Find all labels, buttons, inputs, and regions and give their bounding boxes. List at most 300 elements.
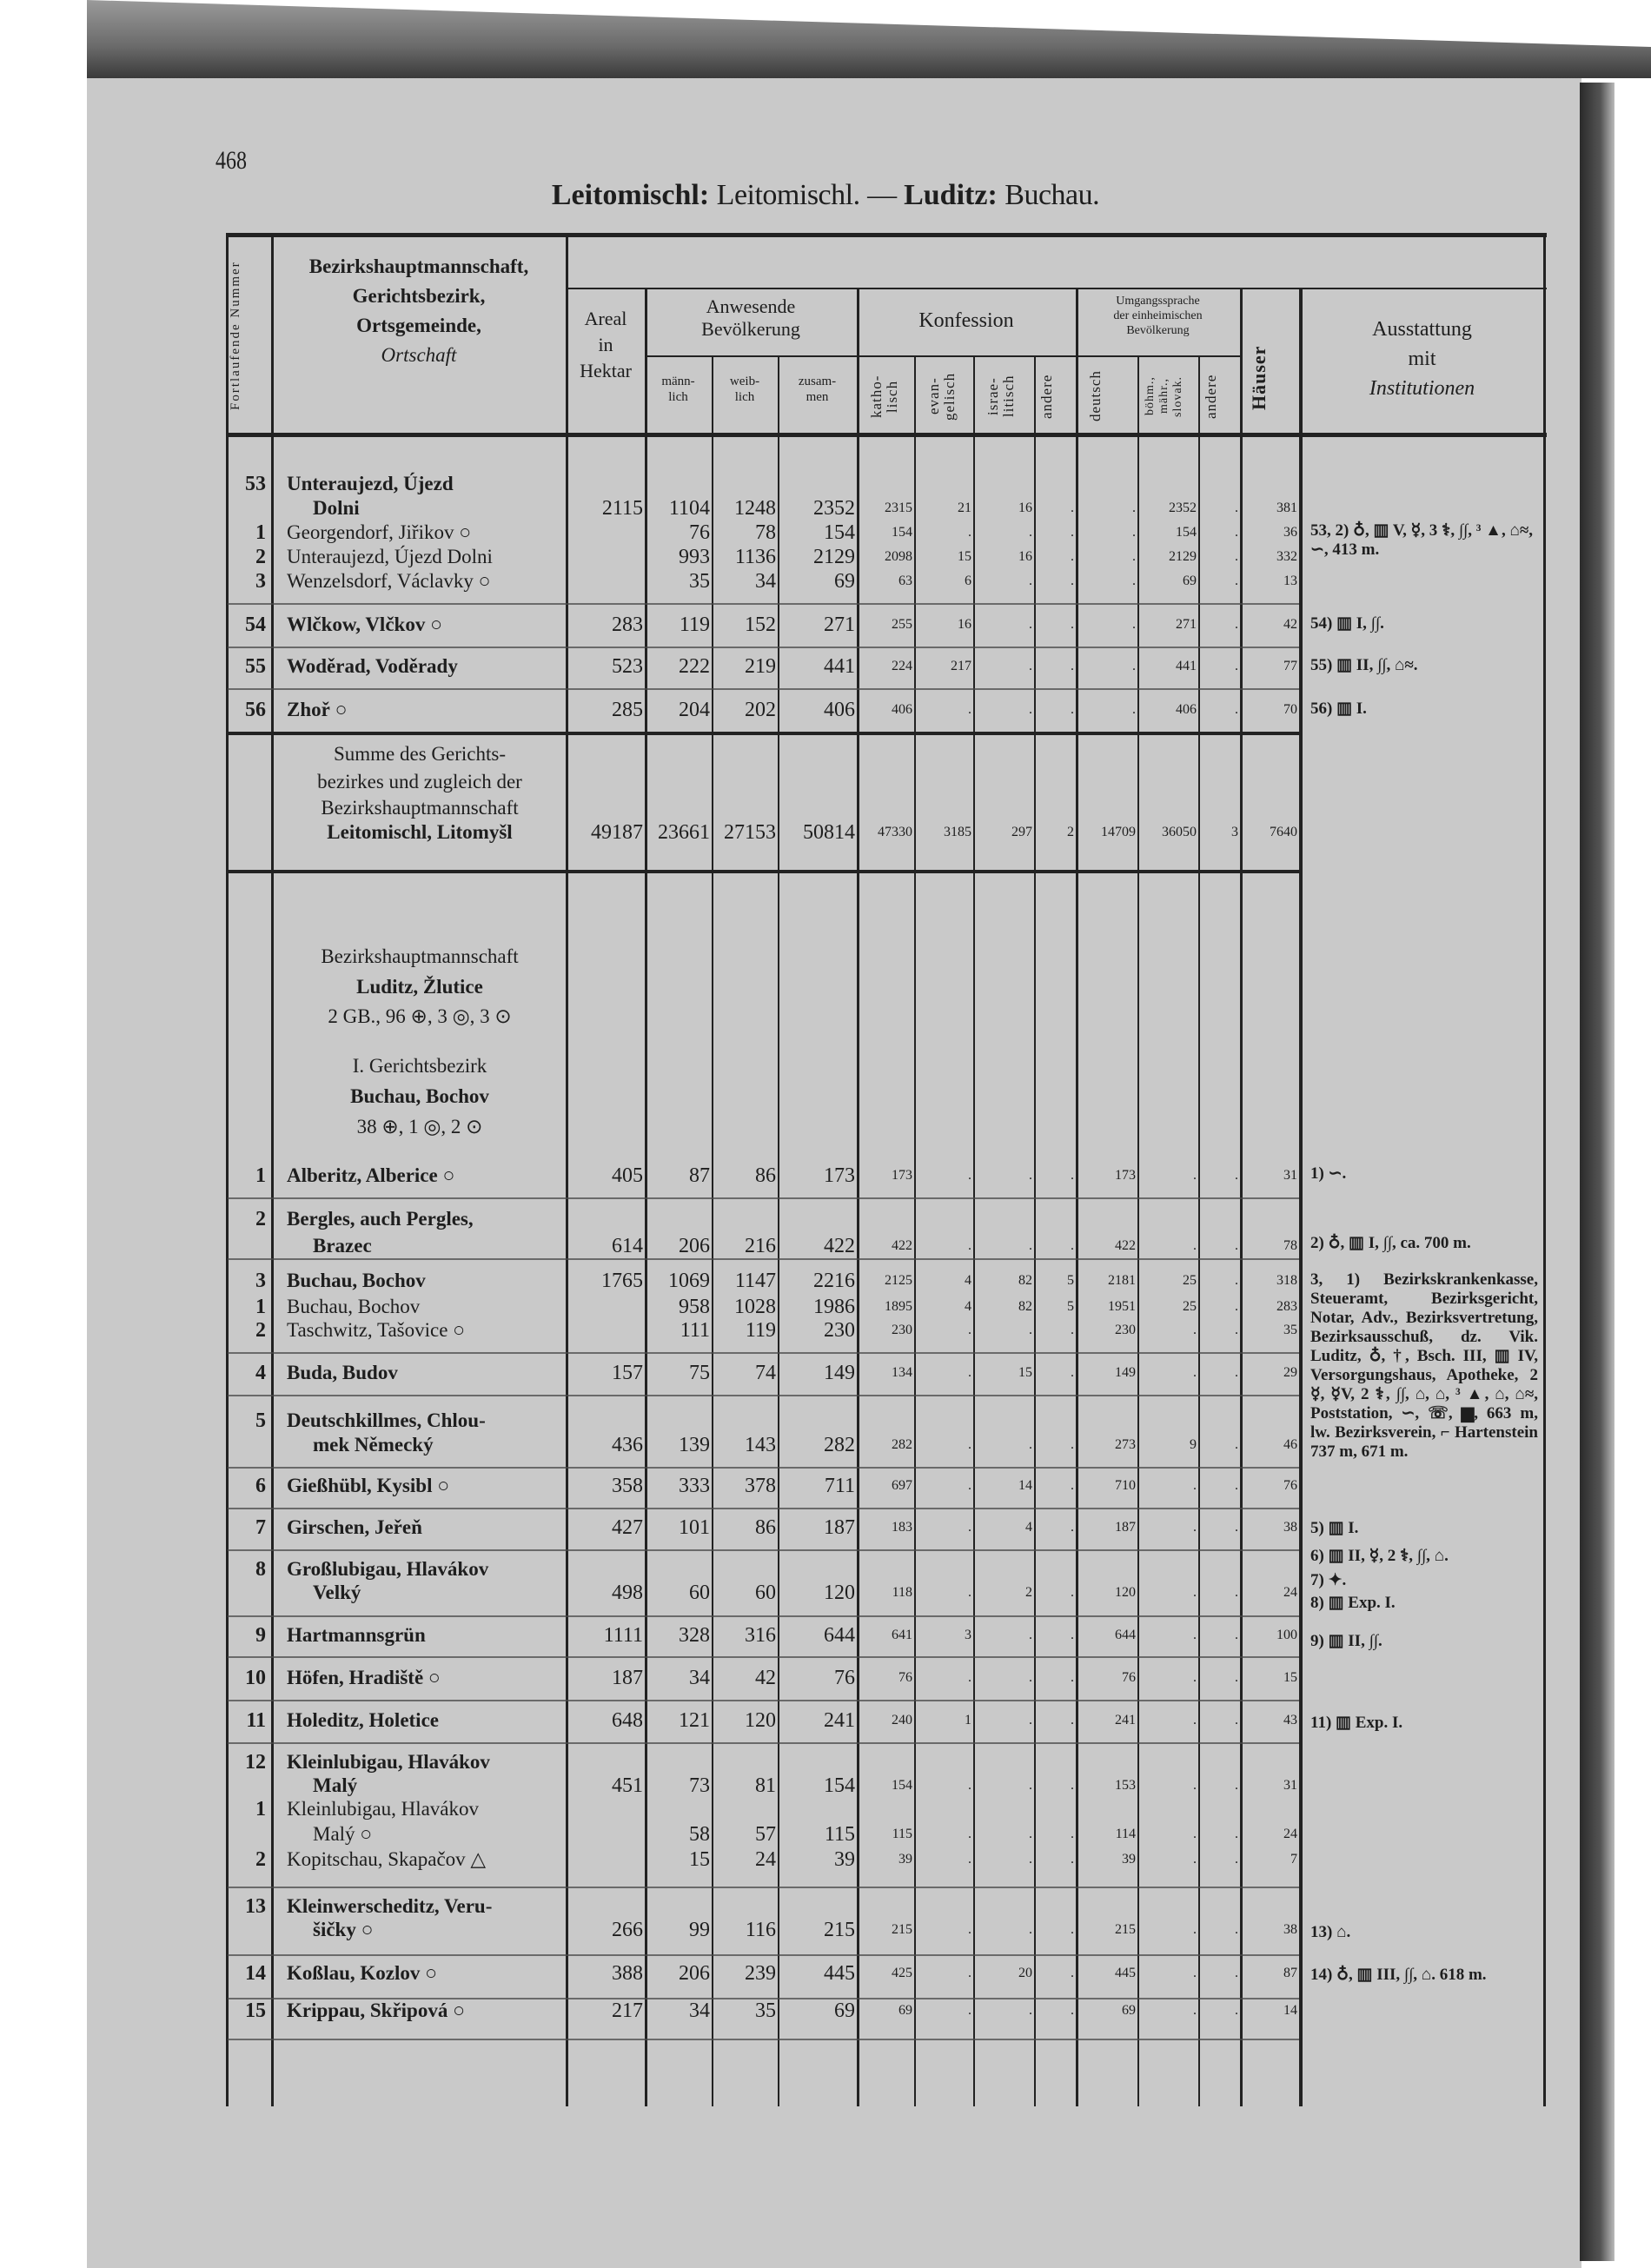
female-cell: 316: [745, 1624, 776, 1647]
houses-cell: 38: [1283, 1922, 1297, 1937]
german-cell: .: [1132, 549, 1136, 564]
place-name: Unteraujezd, Újezd: [287, 473, 454, 494]
table-row: [0, 1433, 1303, 1457]
israelite-cell: .: [1029, 702, 1032, 717]
israelite-cell: 15: [1018, 1365, 1032, 1380]
confession-other-cell: .: [1071, 549, 1074, 564]
table-row: [0, 1999, 1303, 2023]
houses-cell: 35: [1283, 1323, 1297, 1337]
language-other-cell: .: [1235, 1922, 1238, 1937]
area-cell: 427: [612, 1516, 643, 1539]
houses-cell: 31: [1283, 1168, 1297, 1183]
title-district-2: Luditz:: [904, 179, 998, 211]
amenities-note: 56) ▥ I.: [1310, 700, 1367, 718]
area-cell: 436: [612, 1434, 643, 1456]
table-row: [0, 1708, 1303, 1733]
header-male-line: männ-: [661, 375, 695, 388]
czech-cell: 36050: [1162, 825, 1197, 839]
place-name: 2 GB., 96 ⊕, 3 ◎, 3 ⊙: [328, 1005, 512, 1027]
czech-cell: .: [1193, 1238, 1197, 1253]
place-name: Koßlau, Kozlov ○: [287, 1962, 437, 1984]
place-name: Buchau, Bochov: [287, 1296, 421, 1317]
place-name: Holeditz, Holetice: [287, 1709, 439, 1731]
israelite-cell: .: [1029, 574, 1032, 588]
area-cell: 283: [612, 613, 643, 636]
title-court-1: Leitomischl.: [716, 179, 860, 211]
confession-other-cell: .: [1071, 574, 1074, 588]
header-female: [712, 374, 778, 405]
male-cell: 1069: [668, 1270, 710, 1292]
language-other-cell: .: [1235, 1585, 1238, 1600]
israelite-cell: .: [1029, 2003, 1032, 2018]
houses-cell: 13: [1283, 574, 1297, 588]
male-cell: 23661: [658, 821, 710, 844]
israelite-cell: 20: [1018, 1966, 1032, 1980]
evangelical-cell: .: [968, 1478, 971, 1493]
amenities-note: 1) ∽.: [1310, 1164, 1347, 1183]
houses-cell: 42: [1283, 617, 1297, 632]
total-cell: 187: [824, 1516, 855, 1539]
table-row: [0, 1623, 1303, 1648]
male-cell: 328: [679, 1624, 710, 1647]
catholic-cell: 154: [892, 1778, 912, 1793]
german-cell: 14709: [1101, 825, 1136, 839]
catholic-cell: 224: [892, 659, 912, 673]
header-subgroup-rule: [645, 355, 1241, 357]
place-name: Zhoř ○: [287, 699, 348, 720]
male-cell: 34: [689, 1667, 710, 1689]
confession-other-cell: 5: [1067, 1273, 1074, 1288]
place-name: šičky ○: [313, 1919, 374, 1940]
female-cell: 119: [745, 1319, 776, 1342]
table-row: [0, 1207, 1303, 1231]
row-separator: [228, 688, 1299, 690]
place-name: Unteraujezd, Újezd Dolni: [287, 546, 493, 567]
language-other-cell: .: [1235, 501, 1238, 515]
male-cell: 222: [679, 655, 710, 678]
houses-cell: 29: [1283, 1365, 1297, 1380]
header-name-line: Gerichtsbezirk,: [352, 285, 486, 307]
czech-cell: .: [1193, 1478, 1197, 1493]
row-number: 1: [255, 1798, 266, 1820]
header-total-line: zusam-: [798, 375, 837, 388]
total-cell: 154: [824, 1774, 855, 1797]
row-number: 2: [255, 1319, 266, 1342]
german-cell: .: [1132, 702, 1136, 717]
german-cell: 1951: [1108, 1299, 1136, 1314]
row-separator: [228, 2039, 1299, 2040]
evangelical-cell: 4: [965, 1299, 971, 1314]
evangelical-cell: .: [968, 1966, 971, 1980]
total-cell: 1986: [813, 1296, 855, 1318]
row-separator: [228, 1395, 1299, 1396]
female-cell: 1147: [734, 1270, 776, 1292]
israelite-cell: 82: [1018, 1299, 1032, 1314]
header-israelite: israe-litisch: [985, 375, 1017, 418]
evangelical-cell: .: [968, 1778, 971, 1793]
confession-other-cell: .: [1071, 1628, 1074, 1642]
catholic-cell: 115: [892, 1827, 912, 1841]
table-row: [0, 1005, 1303, 1029]
german-cell: 39: [1122, 1852, 1136, 1867]
czech-cell: 25: [1183, 1299, 1197, 1314]
place-name: Bezirkshauptmannschaft: [321, 797, 519, 819]
table-row: [0, 820, 1303, 845]
row-number: 53: [245, 473, 266, 495]
table-row: [0, 1961, 1303, 1986]
total-cell: 115: [824, 1823, 855, 1846]
table-row: [0, 975, 1303, 999]
table-row: [0, 770, 1303, 794]
female-cell: 24: [755, 1848, 776, 1871]
row-number: 1: [255, 521, 266, 544]
confession-other-cell: .: [1071, 501, 1074, 515]
male-cell: 76: [689, 521, 710, 544]
german-cell: .: [1132, 501, 1136, 515]
place-name: Höfen, Hradiště ○: [287, 1667, 441, 1688]
area-cell: 388: [612, 1962, 643, 1985]
german-cell: 710: [1115, 1478, 1136, 1493]
area-cell: 285: [612, 699, 643, 721]
total-cell: 76: [834, 1667, 855, 1689]
czech-cell: .: [1193, 2003, 1197, 2018]
amenities-note: 11) ▥ Exp. I.: [1310, 1714, 1403, 1732]
german-cell: .: [1132, 525, 1136, 540]
total-cell: 2352: [813, 497, 855, 520]
row-number: 9: [255, 1624, 266, 1647]
row-separator: [228, 1258, 1299, 1260]
total-cell: 2129: [813, 546, 855, 568]
german-cell: 149: [1115, 1365, 1136, 1380]
male-cell: 119: [679, 613, 710, 636]
evangelical-cell: 4: [965, 1273, 971, 1288]
evangelical-cell: .: [968, 1168, 971, 1183]
confession-other-cell: .: [1071, 1827, 1074, 1841]
row-number: 2: [255, 546, 266, 568]
female-cell: 1248: [734, 497, 776, 520]
header-bottom-rule: [226, 433, 1547, 437]
houses-cell: 332: [1276, 549, 1297, 564]
language-other-cell: .: [1235, 1713, 1238, 1728]
confession-other-cell: .: [1071, 1852, 1074, 1867]
header-german: deutsch: [1087, 370, 1104, 422]
header-language-line: der einheimischen: [1113, 309, 1203, 322]
page-title: [0, 179, 1651, 212]
total-cell: 69: [834, 570, 855, 593]
evangelical-cell: .: [968, 1520, 971, 1535]
row-number: 12: [245, 1751, 266, 1774]
catholic-cell: 425: [892, 1966, 912, 1980]
catholic-cell: 183: [892, 1520, 912, 1535]
language-other-cell: .: [1235, 1852, 1238, 1867]
place-name: Kopitschau, Skapačov △: [287, 1848, 487, 1870]
header-female-line: lich: [734, 390, 755, 404]
female-cell: 120: [745, 1709, 776, 1732]
israelite-cell: .: [1029, 1670, 1032, 1685]
israelite-cell: .: [1029, 1778, 1032, 1793]
houses-cell: 46: [1283, 1437, 1297, 1452]
area-cell: 358: [612, 1475, 643, 1497]
german-cell: 69: [1122, 2003, 1136, 2018]
total-cell: 154: [824, 521, 855, 544]
german-cell: 644: [1115, 1628, 1136, 1642]
header-population: [645, 295, 857, 341]
evangelical-cell: .: [968, 525, 971, 540]
israelite-cell: 2: [1025, 1585, 1032, 1600]
amenities-note: 54) ▥ I, ∫∫.: [1310, 614, 1384, 633]
amenities-note: 9) ▥ II, ∫∫.: [1310, 1632, 1382, 1650]
german-cell: 241: [1115, 1713, 1136, 1728]
female-cell: 219: [745, 655, 776, 678]
language-other-cell: .: [1235, 1273, 1238, 1288]
confession-other-cell: .: [1071, 1238, 1074, 1253]
czech-cell: .: [1193, 1852, 1197, 1867]
place-name: Woděrad, Voděrady: [287, 655, 458, 677]
row-number: 54: [245, 613, 266, 636]
czech-cell: .: [1193, 1778, 1197, 1793]
male-cell: 75: [689, 1362, 710, 1384]
header-area-line: Areal: [584, 308, 627, 329]
czech-cell: .: [1193, 1585, 1197, 1600]
total-cell: 120: [824, 1582, 855, 1604]
row-separator: [228, 1467, 1299, 1469]
table-row: [0, 1515, 1303, 1540]
header-amenities-line: mit: [1408, 348, 1436, 370]
female-cell: 86: [755, 1164, 776, 1187]
row-separator: [228, 1197, 1299, 1199]
houses-cell: 15: [1283, 1670, 1297, 1685]
total-cell: 406: [824, 699, 855, 721]
german-cell: 230: [1115, 1323, 1136, 1337]
houses-cell: 7640: [1270, 825, 1297, 839]
czech-cell: .: [1193, 1922, 1197, 1937]
german-cell: .: [1132, 617, 1136, 632]
male-cell: 206: [679, 1962, 710, 1985]
catholic-cell: 215: [892, 1922, 912, 1937]
female-cell: 378: [745, 1475, 776, 1497]
czech-cell: 69: [1183, 574, 1197, 588]
place-name: 38 ⊕, 1 ◎, 2 ⊙: [356, 1116, 483, 1137]
female-cell: 1028: [734, 1296, 776, 1318]
catholic-cell: 118: [892, 1585, 912, 1600]
row-number: 14: [245, 1962, 266, 1985]
row-number: 11: [246, 1709, 266, 1732]
header-female-line: weib-: [729, 375, 760, 388]
table-row: [0, 1474, 1303, 1498]
row-separator: [228, 870, 1299, 873]
evangelical-cell: .: [968, 1323, 971, 1337]
language-other-cell: .: [1235, 1478, 1238, 1493]
german-cell: .: [1132, 574, 1136, 588]
header-catholic: katho-lisch: [868, 375, 900, 418]
catholic-cell: 697: [892, 1478, 912, 1493]
female-cell: 1136: [734, 546, 776, 568]
confession-other-cell: .: [1071, 1437, 1074, 1452]
amenities-note: 2) ♁, ▥ I, ∫∫, ca. 700 m.: [1310, 1234, 1471, 1252]
amenities-note: 3, 1) Bezirkskrankenkasse, Steueramt, Bezirksgericht, Notar, Adv., Bezirksvertretung, Bezirksausschuß, dz. Vik. Luditz, ♁, †, Bsch. III, ▥ IV, Versorgungshaus, Apotheke, 2 ☿, ☿V, 2 ⚕, ∫∫, ⌂, ⌂, ³ ▲, ⌂, ⌂≈, Poststation, ∽, ☏, ▆, 663 m, lw. Bezirksverein, ⌐ Hartenstein 737 m, 671 m.: [1310, 1270, 1538, 1461]
table-row: [0, 472, 1303, 496]
german-cell: 76: [1122, 1670, 1136, 1685]
israelite-cell: 297: [1011, 825, 1032, 839]
table-row: [0, 1797, 1303, 1821]
table-row: [0, 1894, 1303, 1919]
row-number: 56: [245, 699, 266, 721]
area-cell: 2115: [601, 497, 643, 520]
evangelical-cell: .: [968, 1585, 971, 1600]
czech-cell: 9: [1190, 1437, 1197, 1452]
female-cell: 27153: [724, 821, 776, 844]
area-cell: 498: [612, 1582, 643, 1604]
table-row: [0, 1295, 1303, 1319]
czech-cell: .: [1193, 1713, 1197, 1728]
catholic-cell: 39: [898, 1852, 912, 1867]
place-name: Luditz, Žlutice: [356, 976, 483, 998]
total-cell: 39: [834, 1848, 855, 1871]
german-cell: 120: [1115, 1585, 1136, 1600]
evangelical-cell: .: [968, 1238, 971, 1253]
amenities-note: 6) ▥ II, ☿, 2 ⚕, ∫∫, ⌂.: [1310, 1547, 1449, 1565]
evangelical-cell: 217: [951, 659, 971, 673]
catholic-cell: 255: [892, 617, 912, 632]
table-row: [0, 521, 1303, 545]
german-cell: 215: [1115, 1922, 1136, 1937]
place-name: Buda, Budov: [287, 1362, 398, 1383]
german-cell: 173: [1115, 1168, 1136, 1183]
row-number: 4: [255, 1362, 266, 1384]
title-district-1: Leitomischl:: [551, 179, 710, 211]
language-other-cell: .: [1235, 1168, 1238, 1183]
place-name: Krippau, Skřipová ○: [287, 1999, 465, 2021]
total-cell: 173: [824, 1164, 855, 1187]
houses-cell: 43: [1283, 1713, 1297, 1728]
row-number: 8: [255, 1558, 266, 1581]
female-cell: 152: [745, 613, 776, 636]
confession-other-cell: .: [1071, 2003, 1074, 2018]
header-area-line: Hektar: [580, 360, 632, 381]
row-number: 3: [255, 1270, 266, 1292]
place-name: mek Německý: [313, 1434, 434, 1456]
language-other-cell: .: [1235, 549, 1238, 564]
german-cell: 153: [1115, 1778, 1136, 1793]
place-name: Wlčkow, Vlčkov ○: [287, 613, 442, 635]
header-name-line: Bezirkshauptmannschaft,: [308, 255, 529, 277]
evangelical-cell: 6: [965, 574, 971, 588]
header-population-line: Anwesende: [706, 295, 796, 317]
confession-other-cell: .: [1071, 1922, 1074, 1937]
header-language-other: andere: [1203, 374, 1219, 419]
catholic-cell: 47330: [878, 825, 912, 839]
page-top-shadow: [87, 0, 1651, 78]
header-language-line: Umgangssprache: [1116, 295, 1200, 308]
houses-cell: 76: [1283, 1478, 1297, 1493]
area-cell: 1765: [601, 1270, 643, 1292]
row-number: 3: [255, 570, 266, 593]
row-number: 2: [255, 1208, 266, 1230]
header-language: [1076, 294, 1240, 338]
male-cell: 1104: [668, 497, 710, 520]
table-row: [0, 1269, 1303, 1293]
place-name: Großlubigau, Hlavákov: [287, 1558, 489, 1580]
israelite-cell: 16: [1018, 549, 1032, 564]
row-separator: [228, 1887, 1299, 1888]
total-cell: 69: [834, 1999, 855, 2022]
male-cell: 204: [679, 699, 710, 721]
israelite-cell: .: [1029, 659, 1032, 673]
israelite-cell: .: [1029, 1168, 1032, 1183]
male-cell: 87: [689, 1164, 710, 1187]
evangelical-cell: .: [968, 1922, 971, 1937]
israelite-cell: .: [1029, 1827, 1032, 1841]
place-name: Brazec: [313, 1235, 372, 1257]
german-cell: 187: [1115, 1520, 1136, 1535]
female-cell: 239: [745, 1962, 776, 1985]
houses-cell: 7: [1290, 1852, 1297, 1867]
row-separator: [228, 1508, 1299, 1509]
catholic-cell: 240: [892, 1713, 912, 1728]
table-row: [0, 545, 1303, 569]
confession-other-cell: .: [1071, 1713, 1074, 1728]
evangelical-cell: 3: [965, 1628, 971, 1642]
language-other-cell: .: [1235, 1628, 1238, 1642]
total-cell: 422: [824, 1235, 855, 1257]
houses-cell: 381: [1276, 501, 1297, 515]
table-row: [0, 742, 1303, 766]
place-name: Bergles, auch Pergles,: [287, 1208, 474, 1230]
row-separator: [228, 732, 1299, 735]
catholic-cell: 76: [898, 1670, 912, 1685]
language-other-cell: .: [1235, 1365, 1238, 1380]
female-cell: 57: [755, 1823, 776, 1846]
total-cell: 2216: [813, 1270, 855, 1292]
row-number: 10: [245, 1667, 266, 1689]
table-row: [0, 1774, 1303, 1798]
catholic-cell: 63: [898, 574, 912, 588]
header-male: [645, 374, 712, 405]
table-top-rule: [226, 233, 1547, 237]
place-name: I. Gerichtsbezirk: [352, 1055, 487, 1077]
page-number: 468: [215, 146, 247, 175]
table-row: [0, 1822, 1303, 1847]
area-cell: 648: [612, 1709, 643, 1732]
amenities-note: 13) ⌂.: [1310, 1923, 1351, 1941]
evangelical-cell: .: [968, 1827, 971, 1841]
amenities-note: 55) ▥ II, ∫∫, ⌂≈.: [1310, 656, 1418, 674]
table-row: [0, 796, 1303, 820]
confession-other-cell: .: [1071, 1966, 1074, 1980]
row-number: 13: [245, 1895, 266, 1918]
israelite-cell: 4: [1025, 1520, 1032, 1535]
houses-cell: 31: [1283, 1778, 1297, 1793]
place-name: Girschen, Jeřeň: [287, 1516, 422, 1538]
row-separator: [228, 1352, 1299, 1354]
total-cell: 644: [824, 1624, 855, 1647]
area-cell: 157: [612, 1362, 643, 1384]
male-cell: 101: [679, 1516, 710, 1539]
place-name: bezirkes und zugleich der: [317, 771, 522, 792]
area-cell: 187: [612, 1667, 643, 1689]
total-cell: 230: [824, 1319, 855, 1342]
male-cell: 139: [679, 1434, 710, 1456]
language-other-cell: .: [1235, 525, 1238, 540]
table-row: [0, 1409, 1303, 1433]
place-name: Dolni: [313, 497, 360, 519]
czech-cell: .: [1193, 1628, 1197, 1642]
houses-cell: 14: [1283, 2003, 1297, 2018]
confession-other-cell: .: [1071, 702, 1074, 717]
header-total: [778, 374, 857, 405]
male-cell: 206: [679, 1235, 710, 1257]
houses-cell: 77: [1283, 659, 1297, 673]
